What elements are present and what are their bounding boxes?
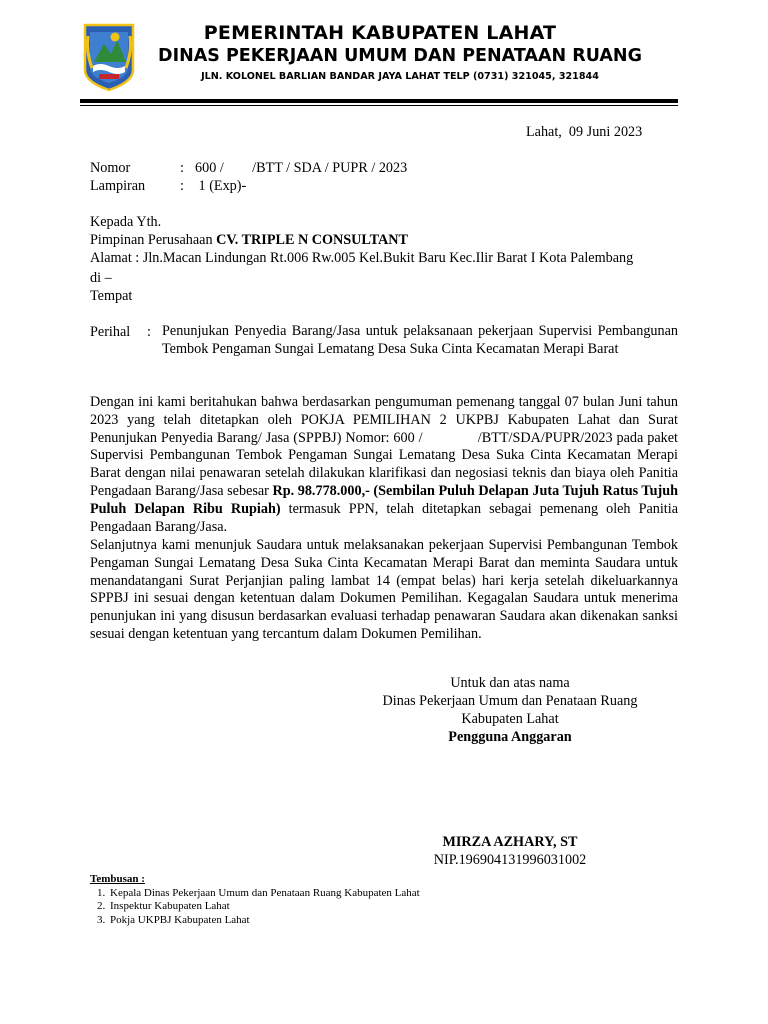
body-paragraph-2: Selanjutnya kami menunjuk Saudara untuk melaksanakan pekerjaan Supervisi Pembangunan Tembok Pengaman Sungai Lematang Desa Suka Cinta Kecamatan Merapi Barat dan meminta Saudara untuk menandatangani Surat Perjanjian paling lambat 14 (empat belas) hari kerja setelah dikeluarkannya SPPBJ ini sesuai dengan ketentuan dalam Dokumen Pemilihan. Kegagalan Saudara untuk menerima penunjukan ini yang disusun berdasarkan evaluasi terhadap penawaran Saudara akan dikenakan sanksi sesuai dengan ketentuan yang tercantum dalam Dokumen Pemilihan. xyxy=(90,537,678,642)
signature-kabupaten: Kabupaten Lahat xyxy=(461,711,559,727)
kop-line-address: JLN. KOLONEL BARLIAN BANDAR JAYA LAHAT TELP (0731) 321045, 321844 xyxy=(201,71,599,82)
header-divider-thin xyxy=(80,105,678,106)
tembusan-section xyxy=(90,873,420,927)
tembusan-item: 3. Pokja UKPBJ Kabupaten Lahat xyxy=(108,914,420,928)
body-paragraph-1 xyxy=(90,394,682,536)
letter-date: Lahat, 09 Juni 2023 xyxy=(526,124,643,140)
body-p1-amount: Rp. 98.778.000,- (Sembilan Puluh Delapan Juta Tujuh Ratus Tujuh Puluh Delapan Ribu Rupiah) xyxy=(90,482,682,517)
tembusan-list xyxy=(90,887,420,928)
kop-line-pemerintah: PEMERINTAH KABUPATEN LAHAT xyxy=(203,22,557,44)
pimpinan-prefix: Pimpinan Perusahaan xyxy=(90,232,217,248)
tembusan-item: 1. Kepala Dinas Pekerjaan Umum dan Penataan Ruang Kabupaten Lahat xyxy=(108,887,420,901)
body-p1-intro: Dengan ini kami beritahukan bahwa berdasarkan pengumuman pemenang tanggal 07 bulan Juni tahun 2023 yang telah ditetapkan oleh POKJA PEMILIHAN 2 UKPBJ Kabupaten Lahat dan Surat Penunjukan Penyedia Barang/ Jasa (SPPBJ) Nomor: 600 / /BTT/SDA/PUPR/2023 pada paket Supervisi Pembangunan Tembok Pengaman Sungai Lematang Desa Suka Cinta Kecamatan Merapi Barat dengan nilai penawaran setelah dilakukan klarifikasi dan negosiasi teknis dan biaya oleh Panitia Pengadaan Barang/Jasa sebesar xyxy=(90,394,682,499)
lampiran-label: Lampiran xyxy=(90,178,146,194)
signature-role: Pengguna Anggaran xyxy=(448,729,572,745)
perihal-text: Penunjukan Penyedia Barang/Jasa untuk pelaksanaan pekerjaan Supervisi Pembangunan Tembok Pengaman Sungai Lematang Desa Suka Cinta Kecamatan Merapi Barat xyxy=(162,323,678,357)
recipient-tempat: Tempat xyxy=(90,288,133,304)
company-name: CV. TRIPLE N CONSULTANT xyxy=(216,232,408,248)
perihal-colon: : xyxy=(147,324,151,340)
signatory-name: MIRZA AZHARY, ST xyxy=(442,834,578,850)
lampiran-value: 1 (Exp)- xyxy=(195,178,247,194)
tembusan-item: 2. Inspektur Kabupaten Lahat xyxy=(108,900,420,914)
nomor-value: 600 / /BTT / SDA / PUPR / 2023 xyxy=(195,160,408,176)
recipient-address: Alamat : Jln.Macan Lindungan Rt.006 Rw.005 Kel.Bukit Baru Kec.Ilir Barat I Kota Palembang xyxy=(90,250,634,266)
signatory-nip: NIP.196904131996031002 xyxy=(433,852,587,868)
nomor-colon: : xyxy=(180,160,184,176)
header-divider-thick xyxy=(80,99,678,103)
signature-office: Dinas Pekerjaan Umum dan Penataan Ruang xyxy=(382,693,638,709)
nomor-label: Nomor xyxy=(90,160,131,176)
lampiran-colon: : xyxy=(180,178,184,194)
tembusan-title: Tembusan : xyxy=(90,873,145,885)
kabupaten-lahat-logo-icon xyxy=(82,22,136,92)
perihal-label: Perihal xyxy=(90,324,131,340)
kop-line-dinas: DINAS PEKERJAAN UMUM DAN PENATAAN RUANG xyxy=(158,46,642,66)
signature-on-behalf: Untuk dan atas nama xyxy=(450,675,570,691)
recipient-pimpinan xyxy=(90,231,408,249)
body-p1-outro: termasuk PPN, telah ditetapkan sebagai pemenang oleh Panitia Pengadaan Barang/Jasa. xyxy=(90,500,682,535)
kepada-yth: Kepada Yth. xyxy=(90,214,162,230)
recipient-di: di – xyxy=(90,270,112,286)
